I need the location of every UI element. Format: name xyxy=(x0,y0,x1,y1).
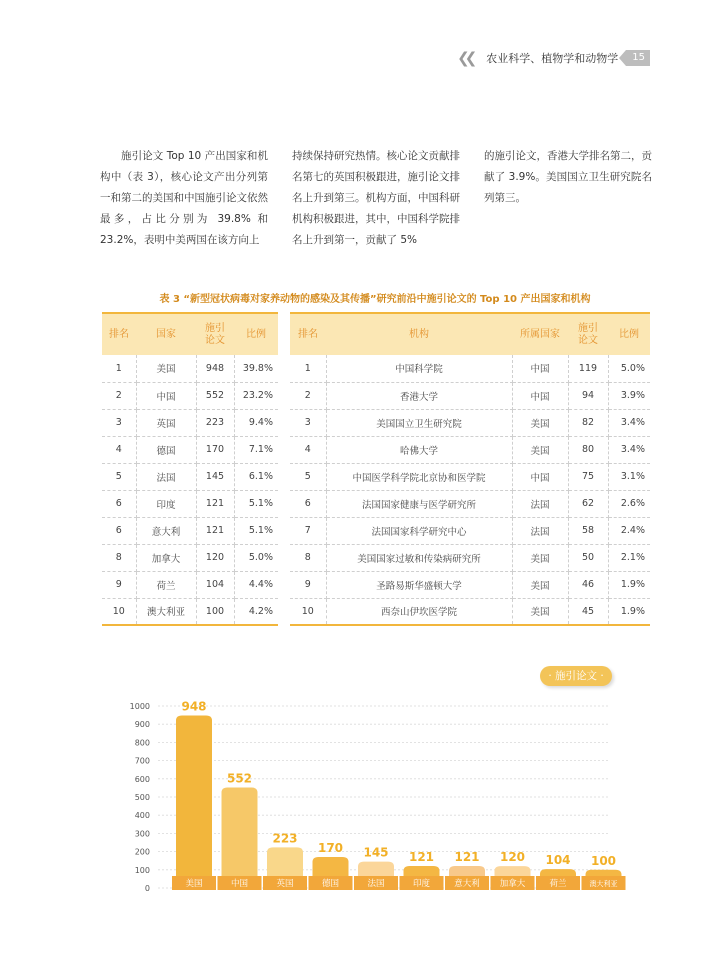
country-cell: 中国 xyxy=(512,382,568,409)
country-cell: 中国 xyxy=(512,355,568,382)
table-row xyxy=(102,409,278,436)
rank-cell: 5 xyxy=(290,463,326,490)
x-tick-label: 印度 xyxy=(412,879,431,889)
y-tick-label: 900 xyxy=(134,720,150,730)
ratio-cell: 3.4% xyxy=(608,436,650,463)
country-cell: 美国 xyxy=(512,409,568,436)
body-text-column-2: 持续保持研究热情。核心论文贡献排名第七的英国积极跟进，施引论文排名上升到第三。机构方面，中国科研机构积极跟进，其中，中国科学院排名上升到第一，贡献了 5% xyxy=(292,150,460,246)
col-header-rank: 排名 xyxy=(290,313,326,355)
x-tick-label: 美国 xyxy=(185,879,203,889)
institution-cell: 美国国立卫生研究院 xyxy=(326,409,512,436)
data-label: 552 xyxy=(226,771,253,786)
ratio-cell: 1.9% xyxy=(608,571,650,598)
data-label: 120 xyxy=(499,850,526,865)
papers-cell: 100 xyxy=(196,598,234,625)
body-text xyxy=(100,146,652,250)
papers-cell: 62 xyxy=(568,490,608,517)
body-text-column-3: 的施引论文，香港大学排名第二，贡献了 3.9%。美国国立卫生研究院名列第三。 xyxy=(484,150,652,204)
country-cell: 美国 xyxy=(136,355,196,382)
rank-cell: 2 xyxy=(102,382,136,409)
papers-cell: 104 xyxy=(196,571,234,598)
papers-cell: 58 xyxy=(568,517,608,544)
header-title: 农业科学、植物学和动物学 xyxy=(486,52,619,65)
x-tick-label: 加拿大 xyxy=(499,879,526,889)
y-tick-label: 800 xyxy=(134,738,150,748)
ratio-cell: 39.8% xyxy=(234,355,278,382)
col-header-ratio: 比例 xyxy=(608,313,650,355)
ratio-cell: 5.1% xyxy=(234,490,278,517)
table-row xyxy=(102,490,278,517)
ratio-cell: 2.4% xyxy=(608,517,650,544)
papers-cell: 46 xyxy=(568,571,608,598)
page-header xyxy=(457,48,650,68)
x-tick-label: 法国 xyxy=(367,879,385,889)
table-row xyxy=(102,544,278,571)
x-tick-label: 德国 xyxy=(321,879,340,889)
col-header-rank: 排名 xyxy=(102,313,136,355)
ratio-cell: 3.9% xyxy=(608,382,650,409)
institution-cell: 哈佛大学 xyxy=(326,436,512,463)
country-cell: 意大利 xyxy=(136,517,196,544)
country-cell: 中国 xyxy=(512,463,568,490)
table-row xyxy=(290,355,650,382)
table-row xyxy=(102,598,278,625)
table-row xyxy=(290,490,650,517)
ratio-cell: 4.4% xyxy=(234,571,278,598)
rank-cell: 6 xyxy=(290,490,326,517)
country-cell: 澳大利亚 xyxy=(136,598,196,625)
table-row xyxy=(290,517,650,544)
ratio-cell: 1.9% xyxy=(620,605,645,617)
papers-cell: 145 xyxy=(196,463,234,490)
rank-cell: 6 xyxy=(102,517,136,544)
country-cell: 美国 xyxy=(512,571,568,598)
country-cell: 印度 xyxy=(136,490,196,517)
table-row xyxy=(290,544,650,571)
x-tick-label: 荷兰 xyxy=(549,879,567,889)
rank-cell: 5 xyxy=(102,463,136,490)
papers-cell: 119 xyxy=(568,355,608,382)
papers-cell: 120 xyxy=(196,544,234,571)
rank-cell: 1 xyxy=(102,355,136,382)
table-row xyxy=(290,382,650,409)
table-row xyxy=(290,409,650,436)
institution-cell: 香港大学 xyxy=(326,382,512,409)
x-tick-label: 中国 xyxy=(230,879,249,889)
table-title: 表 3 “新型冠状病毒对家养动物的感染及其传播”研究前沿中施引论文的 Top 10 产出国家和机构 xyxy=(159,294,591,305)
rank-cell: 9 xyxy=(290,571,326,598)
country-cell: 加拿大 xyxy=(136,544,196,571)
papers-cell: 94 xyxy=(568,382,608,409)
country-cell: 美国 xyxy=(512,436,568,463)
country-cell: 美国 xyxy=(512,544,568,571)
table-row xyxy=(102,382,278,409)
table-row xyxy=(102,355,278,382)
bar-chart xyxy=(110,690,618,900)
ratio-cell: 3.4% xyxy=(608,409,650,436)
y-tick-label: 500 xyxy=(134,793,150,802)
y-tick-label: 600 xyxy=(134,774,150,784)
y-tick-label: 1000 xyxy=(129,702,150,711)
institution-cell: 法国国家健康与医学研究所 xyxy=(326,490,512,517)
ratio-cell: 7.1% xyxy=(234,436,278,463)
x-tick-label: 英国 xyxy=(276,879,294,889)
country-cell: 德国 xyxy=(136,436,196,463)
rank-cell: 8 xyxy=(290,544,326,571)
rank-cell: 9 xyxy=(102,571,136,598)
ratio-cell: 2.1% xyxy=(608,544,650,571)
papers-cell: 80 xyxy=(568,436,608,463)
data-label: 948 xyxy=(181,699,207,714)
country-cell: 美国 xyxy=(512,598,568,625)
rank-cell: 6 xyxy=(102,490,136,517)
page-number: 15 xyxy=(626,50,650,66)
papers-cell: 82 xyxy=(568,409,608,436)
body-text-column-1: 施引论文 Top 10 产出国家和机构中（表 3），核心论文产出分列第一和第二的美国和中国施引论文依然最多，占比分别为 39.8% 和 23.2%，表明中美两国在该方向上 xyxy=(100,150,268,246)
ratio-cell: 3.1% xyxy=(608,463,650,490)
y-tick-label: 100 xyxy=(134,865,150,875)
ratio-cell: 4.2% xyxy=(248,605,273,617)
rank-cell: 7 xyxy=(290,517,326,544)
y-tick-label: 300 xyxy=(134,829,150,839)
institution-cell: 美国国家过敏和传染病研究所 xyxy=(326,544,512,571)
institution-cell: 法国国家科学研究中心 xyxy=(326,517,512,544)
data-label: 223 xyxy=(272,831,298,846)
rank-cell: 10 xyxy=(290,598,326,625)
bar xyxy=(222,788,258,888)
chevron-left-icon: ❮❮ xyxy=(457,49,473,67)
papers-cell: 170 xyxy=(196,436,234,463)
papers-cell: 223 xyxy=(196,409,234,436)
data-label: 121 xyxy=(454,849,480,864)
rank-cell: 8 xyxy=(102,544,136,571)
x-tick-label: 澳大利亚 xyxy=(589,880,618,888)
table-row xyxy=(290,436,650,463)
papers-cell: 50 xyxy=(568,544,608,571)
country-cell: 荷兰 xyxy=(136,571,196,598)
y-tick-label: 700 xyxy=(134,756,150,766)
table-row xyxy=(290,598,650,625)
ratio-cell: 2.6% xyxy=(608,490,650,517)
rank-cell: 1 xyxy=(290,355,326,382)
rank-cell: 10 xyxy=(102,598,136,625)
country-cell: 法国 xyxy=(512,517,568,544)
x-tick-label: 意大利 xyxy=(454,879,480,889)
col-header-country: 所属国家 xyxy=(512,313,568,355)
institution-cell: 中国医学科学院北京协和医学院 xyxy=(326,463,512,490)
country-cell: 英国 xyxy=(136,409,196,436)
institution-cell: 中国科学院 xyxy=(326,355,512,382)
ratio-cell: 5.0% xyxy=(234,544,278,571)
table-row xyxy=(290,571,650,598)
papers-cell: 121 xyxy=(196,490,234,517)
ratio-cell: 23.2% xyxy=(234,382,278,409)
y-tick-label: 400 xyxy=(134,811,150,821)
ratio-cell: 9.4% xyxy=(234,409,278,436)
y-tick-label: 0 xyxy=(144,884,150,893)
ratio-cell: 5.1% xyxy=(234,517,278,544)
rank-cell: 3 xyxy=(102,409,136,436)
table-row xyxy=(102,517,278,544)
institution-table xyxy=(290,312,650,626)
institution-cell: 圣路易斯华盛顿大学 xyxy=(326,571,512,598)
rank-cell: 3 xyxy=(290,409,326,436)
papers-cell: 75 xyxy=(568,463,608,490)
institution-cell: 西奈山伊坎医学院 xyxy=(326,598,512,625)
table-row xyxy=(290,463,650,490)
col-header-ratio: 比例 xyxy=(234,313,278,355)
rank-cell: 4 xyxy=(290,436,326,463)
ratio-cell: 6.1% xyxy=(234,463,278,490)
data-label: 145 xyxy=(363,845,389,860)
country-cell: 法国 xyxy=(512,490,568,517)
table-row xyxy=(102,463,278,490)
col-header-papers: 施引论文 xyxy=(196,313,234,355)
col-header-papers: 施引论文 xyxy=(568,313,608,355)
y-tick-label: 200 xyxy=(134,847,150,857)
country-table xyxy=(102,312,278,626)
bar xyxy=(176,715,212,888)
ratio-cell: 5.0% xyxy=(608,355,650,382)
data-label: 100 xyxy=(590,853,617,868)
col-header-country: 国家 xyxy=(136,313,196,355)
data-label: 170 xyxy=(317,841,344,856)
col-header-institution: 机构 xyxy=(326,313,512,355)
country-cell: 中国 xyxy=(136,382,196,409)
papers-cell: 552 xyxy=(196,382,234,409)
rank-cell: 2 xyxy=(290,382,326,409)
table-row xyxy=(102,436,278,463)
data-label: 104 xyxy=(545,853,571,868)
country-cell: 法国 xyxy=(136,463,196,490)
chart-legend: · 施引论文 · xyxy=(540,666,612,686)
rank-cell: 4 xyxy=(102,436,136,463)
data-label: 121 xyxy=(408,849,435,864)
table-row xyxy=(102,571,278,598)
papers-cell: 45 xyxy=(568,598,608,625)
papers-cell: 121 xyxy=(196,517,234,544)
papers-cell: 948 xyxy=(196,355,234,382)
